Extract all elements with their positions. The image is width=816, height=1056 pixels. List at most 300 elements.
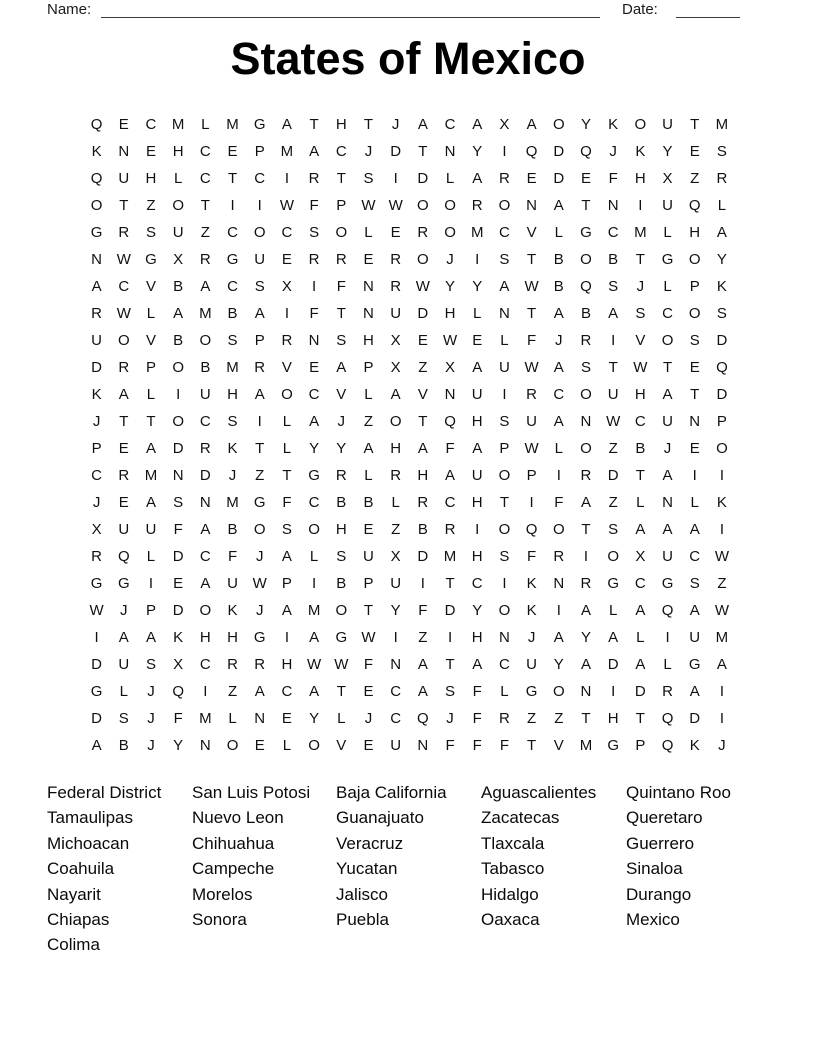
grid-letter: U xyxy=(471,467,483,484)
grid-letter: T xyxy=(527,737,537,754)
grid-letter: R xyxy=(444,521,456,538)
grid-letter: Y xyxy=(445,278,456,295)
grid-letter: C xyxy=(689,548,701,565)
grid-letter: Z xyxy=(608,494,618,511)
grid-letter: O xyxy=(444,197,456,214)
grid-letter: O xyxy=(552,116,565,133)
grid-letter: W xyxy=(606,413,621,430)
grid-letter: R xyxy=(308,251,320,268)
grid-letter: P xyxy=(254,143,265,160)
grid-letter: D xyxy=(91,359,103,376)
grid-letter: G xyxy=(90,575,103,592)
grid-letter: J xyxy=(718,737,726,754)
grid-letter: R xyxy=(118,359,130,376)
grid-letter: H xyxy=(634,170,646,187)
grid-letter: E xyxy=(118,440,129,457)
grid-letter: O xyxy=(172,359,184,376)
grid-letter: U xyxy=(662,116,673,133)
grid-letter: A xyxy=(173,305,184,322)
grid-letter: L xyxy=(554,440,563,457)
grid-letter: L xyxy=(717,197,727,214)
grid-letter: J xyxy=(147,737,155,754)
grid-letter: I xyxy=(638,197,643,214)
grid-letter: D xyxy=(607,467,619,484)
grid-letter: X xyxy=(635,548,646,565)
grid-letter: L xyxy=(445,170,455,187)
grid-letter: R xyxy=(526,386,538,403)
grid-letter: O xyxy=(253,521,266,538)
grid-letter: I xyxy=(257,413,262,430)
grid-letter: K xyxy=(227,602,238,619)
grid-letter: A xyxy=(608,305,619,322)
grid-letter: T xyxy=(363,602,374,619)
grid-letter: M xyxy=(579,737,593,754)
grid-letter: L xyxy=(337,710,346,727)
grid-letter: C xyxy=(308,494,320,511)
word-list-column xyxy=(481,780,626,958)
grid-letter: N xyxy=(254,710,266,727)
grid-letter: T xyxy=(363,116,374,133)
grid-letter: R xyxy=(553,548,565,565)
grid-letter: D xyxy=(91,710,103,727)
grid-letter: T xyxy=(418,143,428,160)
grid-letter: C xyxy=(444,116,456,133)
grid-letter: L xyxy=(663,656,672,673)
grid-letter: V xyxy=(553,737,564,754)
grid-letter: Z xyxy=(227,683,238,700)
grid-letter: S xyxy=(227,332,238,349)
grid-letter: U xyxy=(91,332,103,349)
grid-letter: D xyxy=(91,656,103,673)
grid-letter: O xyxy=(498,197,511,214)
grid-letter: N xyxy=(526,197,538,214)
grid-letter: W xyxy=(252,575,267,592)
grid-letter: T xyxy=(227,170,238,187)
grid-letter: Y xyxy=(580,629,591,646)
grid-letter: Z xyxy=(146,197,156,214)
grid-letter: A xyxy=(200,521,211,538)
grid-letter: E xyxy=(689,359,700,376)
grid-letter: O xyxy=(716,440,728,457)
grid-letter: L xyxy=(282,737,292,754)
grid-letter: E xyxy=(526,170,537,187)
grid-letter: I xyxy=(447,629,453,646)
word-list-item: Sonora xyxy=(192,910,247,930)
grid-letter: J xyxy=(391,116,400,133)
grid-letter: J xyxy=(446,251,454,268)
grid-letter: T xyxy=(146,413,156,430)
grid-letter: T xyxy=(581,197,591,214)
grid-letter: E xyxy=(227,143,238,160)
grid-letter: O xyxy=(226,737,239,754)
grid-letter: G xyxy=(145,251,157,268)
grid-letter: I xyxy=(393,170,398,187)
grid-letter: A xyxy=(417,683,428,700)
grid-letter: C xyxy=(199,656,211,673)
grid-letter: A xyxy=(580,656,591,673)
word-list-item: Sinaloa xyxy=(626,859,683,879)
grid-letter: I xyxy=(475,521,480,538)
grid-letter: R xyxy=(118,224,130,241)
grid-letter: K xyxy=(716,278,727,295)
grid-letter: G xyxy=(253,629,266,646)
grid-letter: X xyxy=(173,251,184,268)
grid-letter: Y xyxy=(309,440,320,457)
grid-letter: J xyxy=(255,602,264,619)
grid-letter: I xyxy=(611,683,616,700)
grid-letter: Z xyxy=(418,629,428,646)
grid-letter: N xyxy=(444,143,456,160)
grid-letter: L xyxy=(554,224,563,241)
grid-letter: R xyxy=(227,656,238,673)
grid-letter: Q xyxy=(661,737,674,754)
grid-letter: A xyxy=(417,116,428,133)
grid-letter: A xyxy=(336,359,347,376)
grid-letter: A xyxy=(553,359,564,376)
grid-letter: U xyxy=(471,386,483,403)
grid-letter: A xyxy=(91,278,102,295)
grid-letter: B xyxy=(580,305,591,322)
grid-letter: E xyxy=(472,332,483,349)
grid-letter: O xyxy=(607,548,619,565)
grid-letter: S xyxy=(689,332,700,349)
grid-letter: Q xyxy=(525,143,538,160)
grid-letter: W xyxy=(307,656,322,673)
grid-letter: L xyxy=(663,224,672,241)
grid-letter: J xyxy=(636,278,645,295)
grid-letter: H xyxy=(417,467,429,484)
grid-letter: C xyxy=(471,575,483,592)
grid-letter: W xyxy=(89,602,104,619)
grid-letter: A xyxy=(472,440,483,457)
grid-letter: R xyxy=(118,467,130,484)
grid-letter: B xyxy=(227,305,238,322)
grid-letter: R xyxy=(390,278,402,295)
grid-letter: O xyxy=(172,197,184,214)
grid-letter: I xyxy=(284,170,289,187)
grid-letter: U xyxy=(390,737,402,754)
grid-letter: R xyxy=(471,197,483,214)
grid-letter: Z xyxy=(608,440,618,457)
grid-letter: T xyxy=(662,359,673,376)
grid-letter: E xyxy=(363,683,374,700)
grid-letter: Q xyxy=(661,710,674,727)
grid-letter: G xyxy=(90,683,103,700)
grid-letter: C xyxy=(254,170,266,187)
grid-letter: O xyxy=(661,332,674,349)
grid-letter: O xyxy=(688,251,701,268)
grid-letter: S xyxy=(499,251,510,268)
grid-letter: E xyxy=(363,251,374,268)
grid-letter: M xyxy=(715,629,729,646)
grid-letter: T xyxy=(309,116,319,133)
grid-letter: N xyxy=(580,413,592,430)
grid-letter: O xyxy=(308,521,320,538)
grid-letter: C xyxy=(390,683,402,700)
grid-letter: D xyxy=(444,602,456,619)
grid-letter: C xyxy=(199,413,211,430)
grid-letter: U xyxy=(662,548,673,565)
grid-letter: Q xyxy=(580,143,592,160)
grid-letter: I xyxy=(420,575,425,592)
grid-letter: A xyxy=(553,413,564,430)
grid-letter: A xyxy=(689,602,700,619)
grid-letter: G xyxy=(607,575,619,592)
grid-letter: T xyxy=(255,440,265,457)
grid-letter: A xyxy=(635,602,646,619)
grid-letter: F xyxy=(499,737,509,754)
grid-letter: O xyxy=(335,224,348,241)
grid-letter: T xyxy=(418,413,428,430)
grid-letter: O xyxy=(444,224,456,241)
grid-letter: Y xyxy=(173,737,184,754)
grid-letter: L xyxy=(608,602,618,619)
grid-letter: F xyxy=(472,683,482,700)
grid-letter: U xyxy=(390,305,402,322)
word-list-item: Oaxaca xyxy=(481,910,540,930)
word-list-item: Nayarit xyxy=(47,884,101,904)
grid-letter: J xyxy=(555,332,563,349)
grid-letter: S xyxy=(499,413,510,430)
grid-letter: U xyxy=(254,251,266,268)
grid-letter: I xyxy=(502,143,507,160)
grid-letter: J xyxy=(255,548,264,565)
grid-letter: A xyxy=(689,683,700,700)
word-list-item: Puebla xyxy=(336,910,389,930)
grid-letter: G xyxy=(253,116,266,133)
grid-letter: A xyxy=(635,656,646,673)
grid-letter: T xyxy=(499,494,509,511)
grid-letter: V xyxy=(145,278,156,295)
grid-letter: C xyxy=(91,467,103,484)
grid-letter: I xyxy=(94,629,99,646)
grid-letter: D xyxy=(172,548,184,565)
grid-letter: D xyxy=(417,548,429,565)
grid-letter: V xyxy=(336,386,347,403)
grid-letter: F xyxy=(173,710,183,727)
grid-letter: Q xyxy=(661,602,674,619)
grid-letter: M xyxy=(443,548,457,565)
grid-letter: E xyxy=(689,143,700,160)
grid-letter: Z xyxy=(363,413,374,430)
grid-letter: K xyxy=(173,629,184,646)
grid-letter: C xyxy=(634,413,646,430)
grid-letter: M xyxy=(715,116,729,133)
grid-letter: H xyxy=(471,494,483,511)
grid-letter: R xyxy=(254,656,266,673)
grid-letter: J xyxy=(609,143,617,160)
grid-letter: L xyxy=(364,224,373,241)
word-list-item: Aguascalientes xyxy=(481,783,597,802)
grid-letter: T xyxy=(527,251,537,268)
grid-letter: R xyxy=(498,170,510,187)
grid-letter: U xyxy=(172,224,184,241)
grid-letter: V xyxy=(336,737,347,754)
date-blank-line xyxy=(676,0,740,18)
grid-letter: J xyxy=(364,710,373,727)
grid-letter: G xyxy=(308,467,320,484)
grid-letter: T xyxy=(690,386,700,403)
word-list-item: Guanajuato xyxy=(336,808,424,828)
grid-letter: I xyxy=(692,467,697,484)
grid-letter: A xyxy=(145,494,156,511)
grid-letter: H xyxy=(227,386,238,403)
grid-letter: R xyxy=(662,683,673,700)
grid-letter: Y xyxy=(309,710,320,727)
grid-letter: Q xyxy=(716,359,728,376)
grid-letter: F xyxy=(309,305,319,322)
grid-letter: E xyxy=(363,521,374,538)
word-list-item: Hidalgo xyxy=(481,884,539,904)
grid-letter: L xyxy=(663,278,672,295)
word-list-item: Veracruz xyxy=(336,833,404,853)
grid-letter: A xyxy=(254,305,265,322)
grid-letter: B xyxy=(336,494,347,511)
grid-letter: A xyxy=(309,143,320,160)
grid-letter: U xyxy=(689,629,701,646)
grid-letter: P xyxy=(363,575,374,592)
grid-letter: J xyxy=(147,683,155,700)
grid-letter: R xyxy=(281,332,293,349)
grid-letter: T xyxy=(445,575,455,592)
grid-letter: U xyxy=(118,656,130,673)
grid-letter: H xyxy=(281,656,293,673)
grid-letter: E xyxy=(118,116,129,133)
word-list-item: Tamaulipas xyxy=(47,808,133,828)
grid-letter: W xyxy=(116,251,131,268)
grid-letter: U xyxy=(118,521,130,538)
grid-letter: A xyxy=(309,683,320,700)
grid-letter: O xyxy=(498,467,511,484)
grid-letter: H xyxy=(227,629,238,646)
grid-letter: W xyxy=(388,197,403,214)
grid-letter: G xyxy=(335,629,348,646)
grid-letter: T xyxy=(119,197,129,214)
grid-letter: G xyxy=(688,656,701,673)
grid-letter: R xyxy=(199,251,211,268)
word-list-column xyxy=(192,780,336,958)
grid-letter: U xyxy=(199,386,211,403)
grid-letter: L xyxy=(690,494,699,511)
grid-letter: K xyxy=(91,386,102,403)
grid-letter: A xyxy=(390,386,401,403)
grid-letter: N xyxy=(172,467,184,484)
grid-letter: O xyxy=(580,440,592,457)
word-list-item: Federal District xyxy=(47,783,162,802)
page-title: States of Mexico xyxy=(230,33,586,84)
grid-letter: T xyxy=(581,710,591,727)
grid-letter: C xyxy=(308,386,320,403)
grid-letter: C xyxy=(199,548,211,565)
grid-letter: U xyxy=(526,413,538,430)
grid-letter: L xyxy=(364,467,373,484)
grid-letter: H xyxy=(471,629,483,646)
grid-letter: W xyxy=(361,197,376,214)
word-list-column xyxy=(47,780,192,958)
grid-letter: X xyxy=(445,359,456,376)
grid-letter: R xyxy=(91,305,103,322)
grid-letter: U xyxy=(390,575,402,592)
grid-letter: D xyxy=(716,386,728,403)
grid-letter: M xyxy=(280,143,294,160)
grid-letter: N xyxy=(417,737,429,754)
grid-letter: R xyxy=(335,251,347,268)
grid-letter: R xyxy=(91,548,103,565)
grid-letter: A xyxy=(472,656,483,673)
grid-letter: A xyxy=(689,521,700,538)
grid-letter: A xyxy=(662,386,673,403)
grid-letter: N xyxy=(199,494,211,511)
grid-letter: R xyxy=(335,467,347,484)
grid-letter: H xyxy=(471,413,483,430)
grid-letter: U xyxy=(607,386,619,403)
grid-letter: V xyxy=(281,359,292,376)
grid-letter: L xyxy=(119,683,128,700)
grid-letter: E xyxy=(390,224,401,241)
grid-letter: Y xyxy=(390,602,401,619)
grid-letter: A xyxy=(472,170,483,187)
grid-letter: D xyxy=(199,467,211,484)
grid-letter: X xyxy=(390,332,401,349)
grid-letter: K xyxy=(689,737,700,754)
grid-letter: D xyxy=(689,710,701,727)
grid-letter: N xyxy=(662,494,673,511)
grid-letter: A xyxy=(445,467,456,484)
grid-letter: R xyxy=(199,440,211,457)
grid-letter: O xyxy=(417,251,429,268)
grid-letter: M xyxy=(226,116,239,133)
grid-letter: T xyxy=(690,116,700,133)
grid-letter: D xyxy=(553,170,565,187)
grid-letter: T xyxy=(336,683,346,700)
grid-letter: O xyxy=(552,683,565,700)
grid-letter: K xyxy=(227,440,238,457)
grid-letter: G xyxy=(661,251,674,268)
word-list-item: Baja California xyxy=(336,783,447,802)
date-label: Date: xyxy=(622,1,658,18)
grid-letter: S xyxy=(580,359,591,376)
grid-letter: R xyxy=(716,170,728,187)
grid-letter: A xyxy=(608,629,619,646)
grid-letter: J xyxy=(446,710,454,727)
grid-letter: D xyxy=(607,656,619,673)
grid-letter: E xyxy=(689,440,700,457)
grid-letter: Y xyxy=(662,143,673,160)
grid-letter: W xyxy=(442,332,458,349)
grid-letter: K xyxy=(608,116,619,133)
grid-letter: A xyxy=(281,548,292,565)
grid-letter: C xyxy=(553,386,565,403)
grid-letter: F xyxy=(608,170,618,187)
grid-letter: N xyxy=(91,251,103,268)
grid-letter: H xyxy=(335,116,347,133)
grid-letter: A xyxy=(309,413,320,430)
grid-letter: D xyxy=(390,143,402,160)
grid-letter: I xyxy=(719,683,724,700)
grid-letter: H xyxy=(199,629,211,646)
grid-letter: P xyxy=(635,737,646,754)
grid-letter: C xyxy=(607,224,619,241)
grid-letter: A xyxy=(281,602,292,619)
grid-letter: Q xyxy=(90,170,103,187)
grid-letter: U xyxy=(363,548,374,565)
grid-letter: G xyxy=(253,494,266,511)
grid-letter: E xyxy=(173,575,184,592)
grid-letter: S xyxy=(281,521,292,538)
grid-letter: L xyxy=(636,494,645,511)
grid-letter: E xyxy=(254,737,265,754)
grid-letter: I xyxy=(529,494,534,511)
